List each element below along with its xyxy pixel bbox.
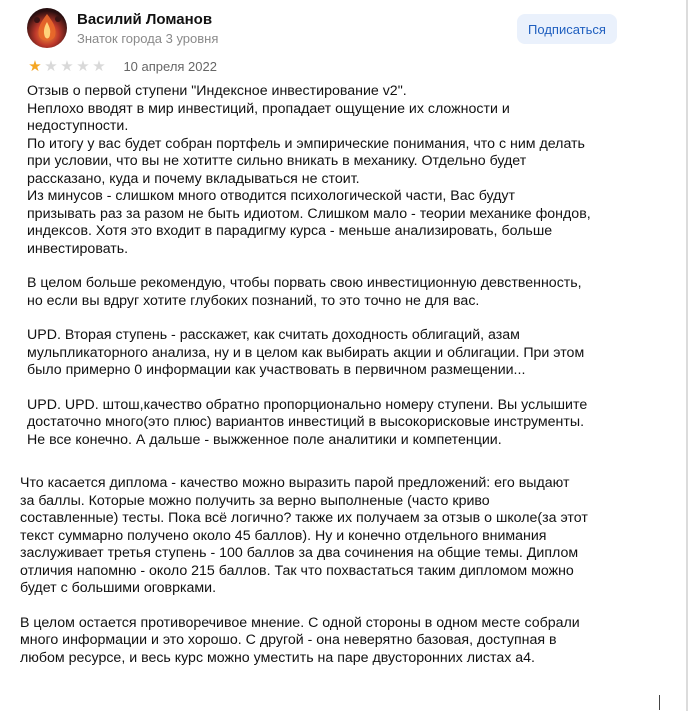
text-line: По итогу у вас будет собран портфель и эмпирические понимания, что с ним делать — [27, 135, 585, 152]
text-line: при условии, что вы не хотитте сильно вникать в механику. Отдельно будет — [27, 153, 527, 169]
text-line: призывать раз за разом не быть идиотом. Слишком мало - теории механике фондов, — [27, 205, 591, 222]
text-line: UPD. UPD. штош,качество обратно пропорционально номеру ступени. Вы услышите — [27, 396, 588, 413]
text-line: рассказано, куда и почему вкладываться не стоит. — [27, 170, 360, 187]
text-line: индексов. Хотя это входит в парадигму курса - меньше анализировать, больше — [27, 223, 553, 239]
star-icon: ★ — [60, 58, 74, 75]
user-name[interactable]: Василий Ломанов — [77, 11, 213, 28]
review-date: 10 апреля 2022 — [123, 59, 217, 74]
text-line: Отзыв о первой ступени "Индексное инвестирование v2". — [27, 83, 407, 99]
text-cursor — [659, 695, 660, 710]
review-paragraph-6 — [20, 615, 627, 668]
rating-stars — [27, 58, 107, 75]
star-icon: ★ — [28, 58, 42, 75]
text-line: отличия напомню - около 215 баллов. Так что похвастаться таким дипломом можно — [20, 562, 574, 579]
review-header — [27, 8, 627, 52]
text-line: составленные) тесты. Пока всё логично? также их получаем за отзыв о школе(за этот — [20, 510, 588, 526]
text-line: будет с большими оговрками. — [20, 580, 217, 596]
avatar[interactable] — [27, 8, 67, 48]
review-paragraph-2 — [27, 275, 627, 310]
review-paragraph-3 — [27, 327, 627, 380]
text-line: UPD. Вторая ступень - расскажет, как считать доходность облигаций, азам — [27, 327, 520, 343]
text-line: Не все конечно. А дальше - выжженное поле аналитики и компетенции. — [27, 431, 502, 448]
text-line: недоступности. — [27, 118, 129, 134]
star-icon: ★ — [76, 58, 90, 75]
text-line: инвестировать. — [27, 240, 129, 257]
review-paragraph-1 — [27, 83, 627, 258]
text-line: текст суммарно получено около 45 баллов). Ну и конечно отдельного внимания — [20, 527, 547, 544]
text-line: за баллы. Которые можно получить за верно выполненые (часто криво — [20, 492, 490, 509]
text-line: заслуживает третья ступень - 100 баллов за два сочинения на общие темы. Диплом — [20, 545, 579, 561]
subscribe-button[interactable]: Подписаться — [517, 14, 617, 44]
review-text — [20, 83, 627, 667]
star-icon: ★ — [92, 58, 106, 75]
text-line: мульпликаторного анализа, ну и в целом как выбирать акции и облигации. При этом — [27, 344, 585, 361]
text-line: Что касается диплома - качество можно выразить парой предложений: его выдают — [20, 475, 570, 491]
review-paragraph-5 — [20, 475, 627, 598]
rating-row — [27, 58, 217, 78]
page-divider — [686, 0, 688, 711]
star-icon: ★ — [44, 58, 58, 75]
text-line: В целом остается противоречивое мнение. С одной стороны в одном месте собрали — [20, 614, 580, 631]
text-line: достаточно много(это плюс) вариантов инвестиций в высокорисковые инструменты. — [27, 414, 585, 430]
text-line: было примерно 0 информации как участвовать в первичном размещении... — [27, 362, 526, 378]
text-line: любом ресурсе, и весь курс можно уместить на паре двусторонних листах а4. — [20, 649, 535, 666]
avatar-image-icon — [27, 8, 67, 48]
review-paragraph-4 — [27, 397, 627, 450]
text-line: В целом больше рекомендую, чтобы порвать свою инвестиционную девственность, — [27, 275, 582, 291]
text-line: Из минусов - слишком много отводится психологической части, Вас будут — [27, 188, 515, 204]
user-level: Знаток города 3 уровня — [77, 31, 219, 46]
text-line: Неплохо вводят в мир инвестиций, пропадает ощущение их сложности и — [27, 100, 510, 117]
text-line: но если вы вдруг хотите глубоких познаний, то это точно не для вас. — [27, 292, 480, 309]
text-line: много информации и это хорошо. С другой - она неверятно базовая, доступная в — [20, 632, 557, 648]
